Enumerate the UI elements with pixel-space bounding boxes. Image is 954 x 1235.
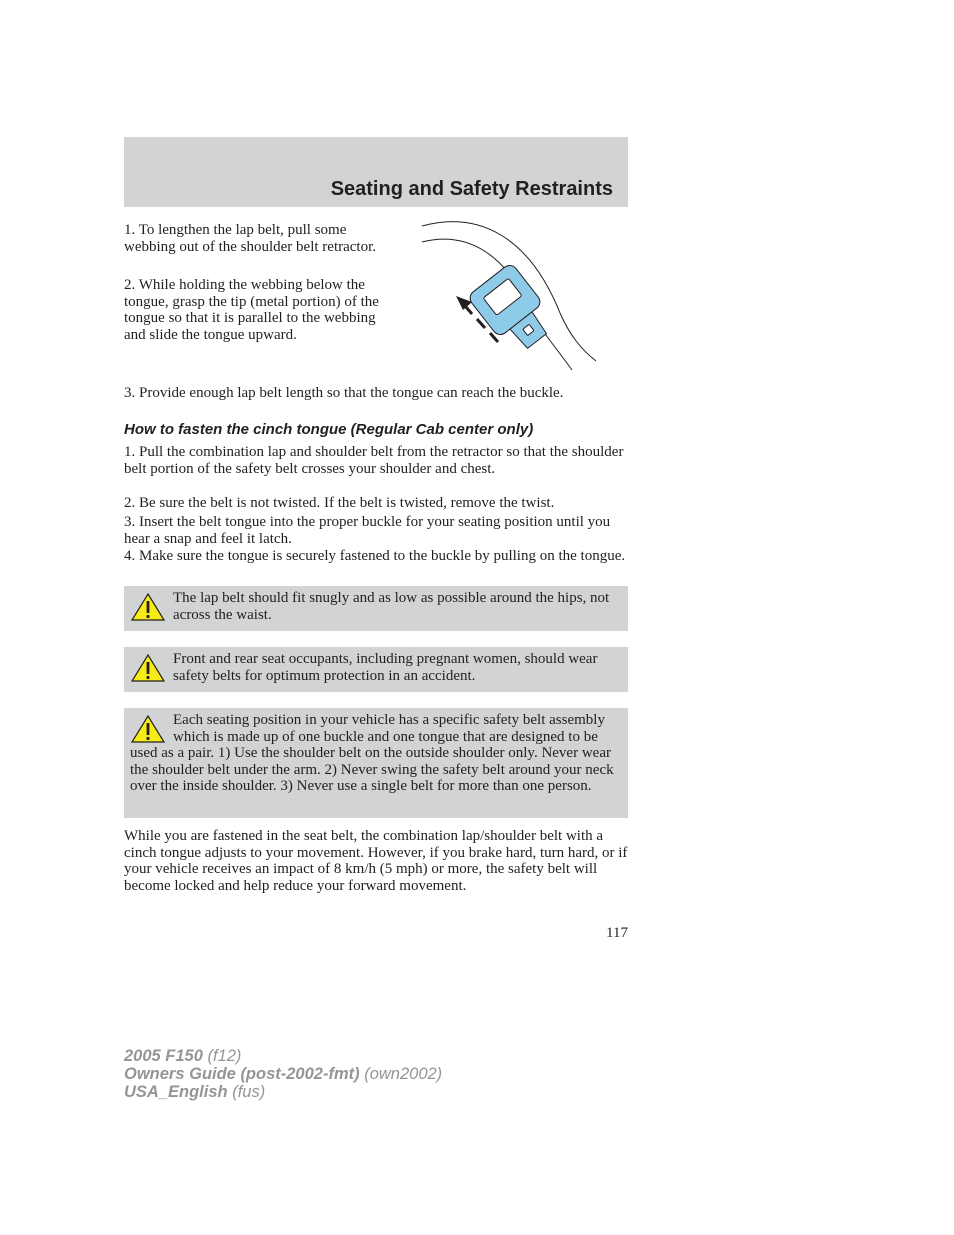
footer-model: 2005 F150 [124,1047,203,1065]
footer-language-code: (fus) [227,1083,266,1101]
warning-box-lap-belt [124,586,628,631]
footer-model-code: (f12) [202,1047,242,1065]
step-fasten-4: 4. Make sure the tongue is securely fastened to the buckle by pulling on the tongue. [124,548,626,564]
step-lengthen-2: 2. While holding the webbing below the tongue, grasp the tip (metal portion) of the tongue so that it is parallel to the webbing and slide the tongue upward. [124,277,379,343]
step-fasten-1: 1. Pull the combination lap and shoulder belt from the retractor so that the shoulder belt portion of the safety belt crosses your shoulder and chest. [124,444,624,477]
footer-guide: Owners Guide (post-2002-fmt) [124,1065,360,1083]
step-lengthen-1: 1. To lengthen the lap belt, pull some webbing out of the shoulder belt retractor. [124,222,377,255]
footer-language: USA_English [124,1083,228,1101]
warning-box-seating-position [124,708,628,818]
warning-text: Front and rear seat occupants, including pregnant women, should wear safety belts for optimum protection in an accident. [173,651,598,684]
document-footer [124,1047,442,1101]
section-subheading: How to fasten the cinch tongue (Regular Cab center only) [124,421,534,438]
page-title: Seating and Safety Restraints [330,178,613,200]
warning-text: Each seating position in your vehicle has a specific safety belt assembly which is made up of one buckle and one tongue that are designed to be used as a pair. 1) Use the shoulder belt on the outside shoulder only. Never wear the shoulder belt under the arm. 2) Never swing the safety belt around your neck over the inside shoulder. 3) Never use a single belt for more than one person. [130,712,614,794]
closing-paragraph: While you are fastened in the seat belt, the combination lap/shoulder belt with a cinch tongue adjusts to your movement. However, if you brake hard, turn hard, or if your vehicle receives an impact of 8 km/h (5 mph) or more, the safety belt will become locked and help reduce your forward movement. [124,828,628,894]
warning-triangle-icon [130,653,166,683]
warning-triangle-icon [130,592,166,622]
header-band [124,137,628,207]
step-fasten-2: 2. Be sure the belt is not twisted. If the belt is twisted, remove the twist. [124,495,555,511]
warning-text: The lap belt should fit snugly and as low as possible around the hips, not across the waist. [173,590,610,623]
step-lengthen-3: 3. Provide enough lap belt length so that the tongue can reach the buckle. [124,385,564,401]
belt-tongue-illustration [410,218,610,376]
warning-triangle-icon [130,714,166,744]
warning-box-occupants [124,647,628,692]
step-fasten-3: 3. Insert the belt tongue into the proper buckle for your seating position until you hear a snap and feel it latch. [124,514,611,547]
footer-guide-code: (own2002) [359,1065,443,1083]
page-number: 117 [606,925,628,941]
